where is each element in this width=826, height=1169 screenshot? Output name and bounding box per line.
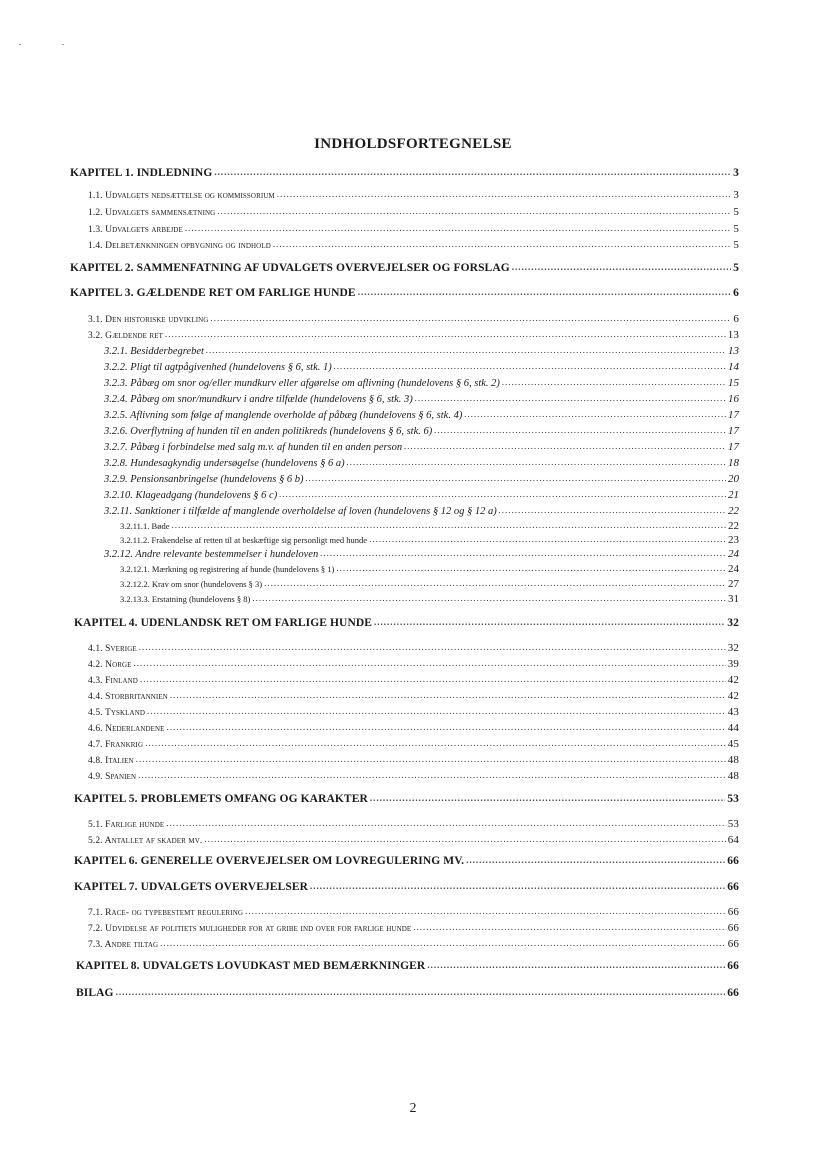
toc-entry-chapter-1[interactable]: KAPITEL 1. INDLEDNING ..... 3 [70,168,739,180]
toc-entry-3-2-13-3[interactable]: 3.2.13.3. Erstatning (hundelovens § 8) ..... 31 [120,594,739,605]
toc-entry-5-2[interactable]: 5.2. Antallet af skader mv. ..... 64 [88,835,739,847]
toc-entry-chapter-4[interactable]: KAPITEL 4. UDENLANDSK RET OM FARLIGE HUNDE ..... 32 [74,618,739,630]
toc-entry-4-2[interactable]: 4.2. Norge ..... 39 [88,659,739,671]
toc-entry-3-2-9[interactable]: 3.2.9. Pensionsanbringelse (hundelovens § 6 b) ..... 20 [104,474,739,486]
toc-entry-3-2-12[interactable]: 3.2.12. Andre relevante bestemmelser i hundeloven ..... 24 [104,549,739,561]
toc-entry-1-1[interactable]: 1.1. Udvalgets nedsættelse og kommissorium ..... 3 [88,190,739,202]
toc-entry-7-1[interactable]: 7.1. Race- og typebestemt regulering ..... 66 [88,907,739,919]
page-number: 2 [409,1101,417,1116]
toc-entry-7-3[interactable]: 7.3. Andre tiltag ..... 66 [88,939,739,951]
toc-entry-3-2-2[interactable]: 3.2.2. Pligt til agtpågivenhed (hundelovens § 6, stk. 1) ..... 14 [104,362,739,374]
toc-entry-4-1[interactable]: 4.1. Sverige ..... 32 [88,643,739,655]
toc-entry-3-2-3[interactable]: 3.2.3. Påbæg om snor og/eller mundkurv eller afgørelse om aflivning (hundelovens § 6, stk. 2) ..... 15 [104,378,739,390]
toc-entry-3-2-7[interactable]: 3.2.7. Påbæg i forbindelse med salg m.v. af hunden til en anden person ..... 17 [104,442,739,454]
toc-entry-3-2-4[interactable]: 3.2.4. Påbæg om snor/mundkurv i andre tilfælde (hundelovens § 6, stk. 3) ..... 16 [104,394,739,406]
toc-entry-3-2-11-1[interactable]: 3.2.11.1. Bøde ..... 22 [120,521,739,532]
toc-entry-4-6[interactable]: 4.6. Nederlandene ..... 44 [88,723,739,735]
toc-entry-3-2-12-2[interactable]: 3.2.12.2. Krav om snor (hundelovens § 3) ..... 27 [120,579,739,590]
toc-entry-3-2-12-1[interactable]: 3.2.12.1. Mærkning og registrering af hunde (hundelovens § 1) ..... 24 [120,564,739,575]
toc-entry-bilag[interactable]: BILAG ..... 66 [76,988,739,1000]
toc-entry-4-9[interactable]: 4.9. Spanien ..... 48 [88,771,739,783]
toc-entry-3-2-11[interactable]: 3.2.11. Sanktioner i tilfælde af manglende overholdelse af loven (hundelovens § 12 og § 12 a) ..... 22 [104,506,739,518]
toc-entry-3-2-10[interactable]: 3.2.10. Klageadgang (hundelovens § 6 c) ..... 21 [104,490,739,502]
toc-entry-chapter-8[interactable]: KAPITEL 8. UDVALGETS LOVUDKAST MED BEMÆRKNINGER ..... 66 [76,961,739,973]
toc-entry-3-2-8[interactable]: 3.2.8. Hundesagkyndig undersøgelse (hundelovens § 6 a) ..... 18 [104,458,739,470]
toc-entry-chapter-2[interactable]: KAPITEL 2. SAMMENFATNING AF UDVALGETS OVERVEJELSER OG FORSLAG ..... 5 [70,263,739,275]
toc-entry-3-2-11-2[interactable]: 3.2.11.2. Frakendelse af retten til at beskæftige sig personligt med hunde ..... 23 [120,535,739,546]
toc-entry-4-7[interactable]: 4.7. Frankrig ..... 45 [88,739,739,751]
toc-entry-chapter-3[interactable]: KAPITEL 3. GÆLDENDE RET OM FARLIGE HUNDE ..... 6 [70,288,739,300]
toc-entry-3-1[interactable]: 3.1. Den historiske udvikling ..... 6 [88,314,739,326]
toc-entry-5-1[interactable]: 5.1. Farlige hunde ..... 53 [88,819,739,831]
toc-entry-3-2[interactable]: 3.2. Gældende ret ..... 13 [88,330,739,342]
toc-entry-4-8[interactable]: 4.8. Italien ..... 48 [88,755,739,767]
toc-entry-3-2-6[interactable]: 3.2.6. Overflytning af hunden til en anden politikreds (hundelovens § 6, stk. 6) ..... 17 [104,426,739,438]
page-title: INDHOLDSFORTEGNELSE [314,136,512,152]
toc-entry-chapter-5[interactable]: KAPITEL 5. PROBLEMETS OMFANG OG KARAKTER ..... 53 [74,794,739,806]
toc-entry-3-2-5[interactable]: 3.2.5. Aflivning som følge af manglende overholde af påbæg (hundelovens § 6, stk. 4) ..... 17 [104,410,739,422]
toc-entry-4-3[interactable]: 4.3. Finland ..... 42 [88,675,739,687]
toc-entry-1-4[interactable]: 1.4. Delbetænkningen opbygning og indhold ..... 5 [88,240,739,252]
toc-entry-7-2[interactable]: 7.2. Udvidelse af politiets muligheder for at gribe ind over for farlige hunde ..... 66 [88,923,739,935]
toc-entry-chapter-6[interactable]: KAPITEL 6. GENERELLE OVERVEJELSER OM LOVREGULERING MV. ..... 66 [74,856,739,868]
toc-entry-4-4[interactable]: 4.4. Storbritannien ..... 42 [88,691,739,703]
toc-entry-1-3[interactable]: 1.3. Udvalgets arbejde ..... 5 [88,224,739,236]
toc-entry-1-2[interactable]: 1.2. Udvalgets sammensætning ..... 5 [88,207,739,219]
toc-entry-3-2-1[interactable]: 3.2.1. Besidderbegrebet ..... 13 [104,346,739,358]
toc-entry-4-5[interactable]: 4.5. Tyskland ..... 43 [88,707,739,719]
toc-entry-chapter-7[interactable]: KAPITEL 7. UDVALGETS OVERVEJELSER ..... 66 [74,882,739,894]
